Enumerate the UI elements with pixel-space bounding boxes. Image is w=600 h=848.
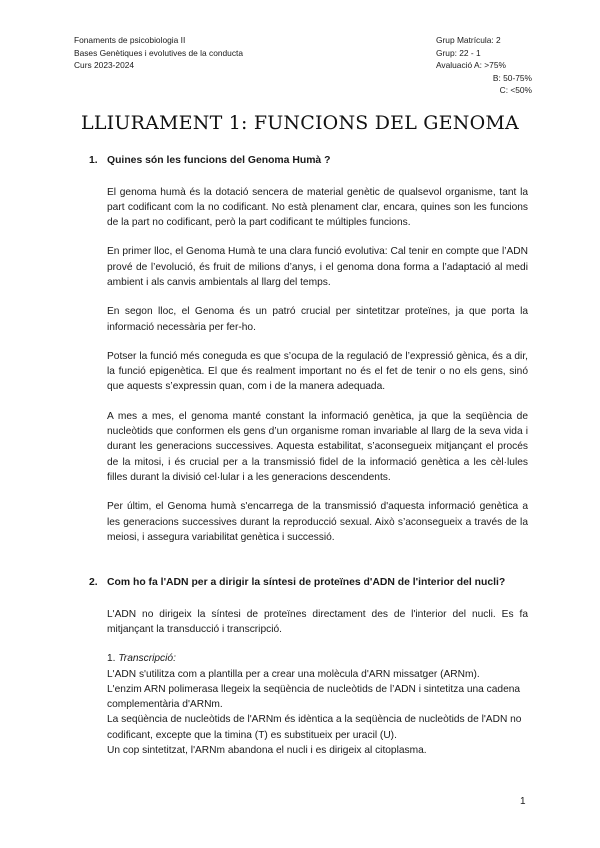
paragraph: En primer lloc, el Genoma Humà te una clara funció evolutiva: Cal tenir en compte que l’ADN prové de l’evolució, és fruit de milions d’anys, i el genoma dona forma a l’adaptació al medi ambient i als canvis ambientals al llarg del temps. [107, 246, 528, 288]
step-line: Un cop sintetitzat, l'ARNm abandona el nucli i es dirigeix al citoplasma. [107, 745, 427, 757]
step-line: L'enzim ARN polimerasa llegeix la seqüència de nucleòtids de l’ADN i sintetitza una cadena complementària d'ARNm. [107, 683, 521, 711]
question-number: 1. [89, 155, 98, 166]
paragraph: El genoma humà és la dotació sencera de material genètic de qualsevol organisme, tant la part codificant com la no codificant. No està plenament clar, encara, quines son les funcions de la part no codificant, però la part codificant te múltiples funcions. [107, 186, 528, 229]
paragraph: En segon lloc, el Genoma és un patró crucial per sintetitzar proteïnes, ja que porta la informació necessària per fer-ho. [107, 306, 528, 333]
step-heading [107, 651, 528, 666]
header-grade-a: Avaluació A: >75% [436, 60, 506, 71]
question-text: Com ho fa l'ADN per a dirigir la síntesi de proteïnes d'ADN de l'interior del nucli? [107, 577, 506, 589]
step-line: L'ADN s'utilitza com a plantilla per a crear una molècula d'ARN missatger (ARNm). [107, 668, 480, 680]
header-enrollment-group: Grup Matrícula: 2 [436, 35, 501, 45]
paragraph: Per últim, el Genoma humà s'encarrega de la transmissió d'aquesta informació genètica a les generacions successives durant la reproducció sexual. Això s’aconsegueix a través de la meiosi, i assegura variabilitat genètica i successió. [107, 501, 528, 543]
question-number: 2. [89, 577, 98, 589]
header-topic: Bases Genètiques i evolutives de la conducta [74, 47, 244, 58]
header-course-info [74, 34, 243, 72]
document-body [89, 153, 528, 758]
header-group-info [436, 34, 546, 97]
page-number: 1 [520, 796, 526, 807]
document-title: LLIURAMENT 1: FUNCIONS DEL GENOMA [81, 112, 519, 134]
question-2 [89, 575, 528, 591]
header-subject: Fonaments de psicobiologia II [74, 35, 186, 45]
header-grade-b: B: 50-75% [492, 72, 532, 83]
step-title: Transcripció: [118, 653, 176, 665]
header-group: Grup: 22 - 1 [436, 47, 481, 58]
paragraph: Potser la funció més coneguda es que s’ocupa de la regulació de l’expressió gènica, és a dir, la funció epigenètica. El que és realment important no és el fet de tenir o no els gens, sinó que aquests s’expressin quan, com i de la manera adequada. [107, 350, 528, 393]
step-line: La seqüència de nucleòtids de l'ARNm és idèntica a la seqüència de nucleòtids de l'ADN no codificant, excepte que la timina (T) es substitueix per uracil (U). [107, 714, 522, 741]
header-grade-c: C: <50% [499, 85, 532, 96]
paragraph: L'ADN no dirigeix la síntesi de proteïnes directament des de l'interior del nucli. Es fa mitjançant la transducció i transcripció. [107, 608, 528, 635]
header-year: Curs 2023-2024 [74, 60, 135, 71]
question-1 [89, 153, 528, 169]
step-number: 1. [107, 653, 116, 665]
paragraph: A mes a mes, el genoma manté constant la informació genètica, ja que la seqüència de nucleòtids que conformen els gens d’un organisme roman invariable al llarg de la seva vida i durant les generacions successives. Aquesta estabilitat, s’aconsegueix mitjançant el procés de la mitosi, i és crucial per a la transmissió fidel de la informació genètica a les cèl·lules filles durant la divisió cel·lular i a les generacions descendents. [107, 410, 528, 483]
question-text: Quines són les funcions del Genoma Humà ? [107, 155, 331, 166]
